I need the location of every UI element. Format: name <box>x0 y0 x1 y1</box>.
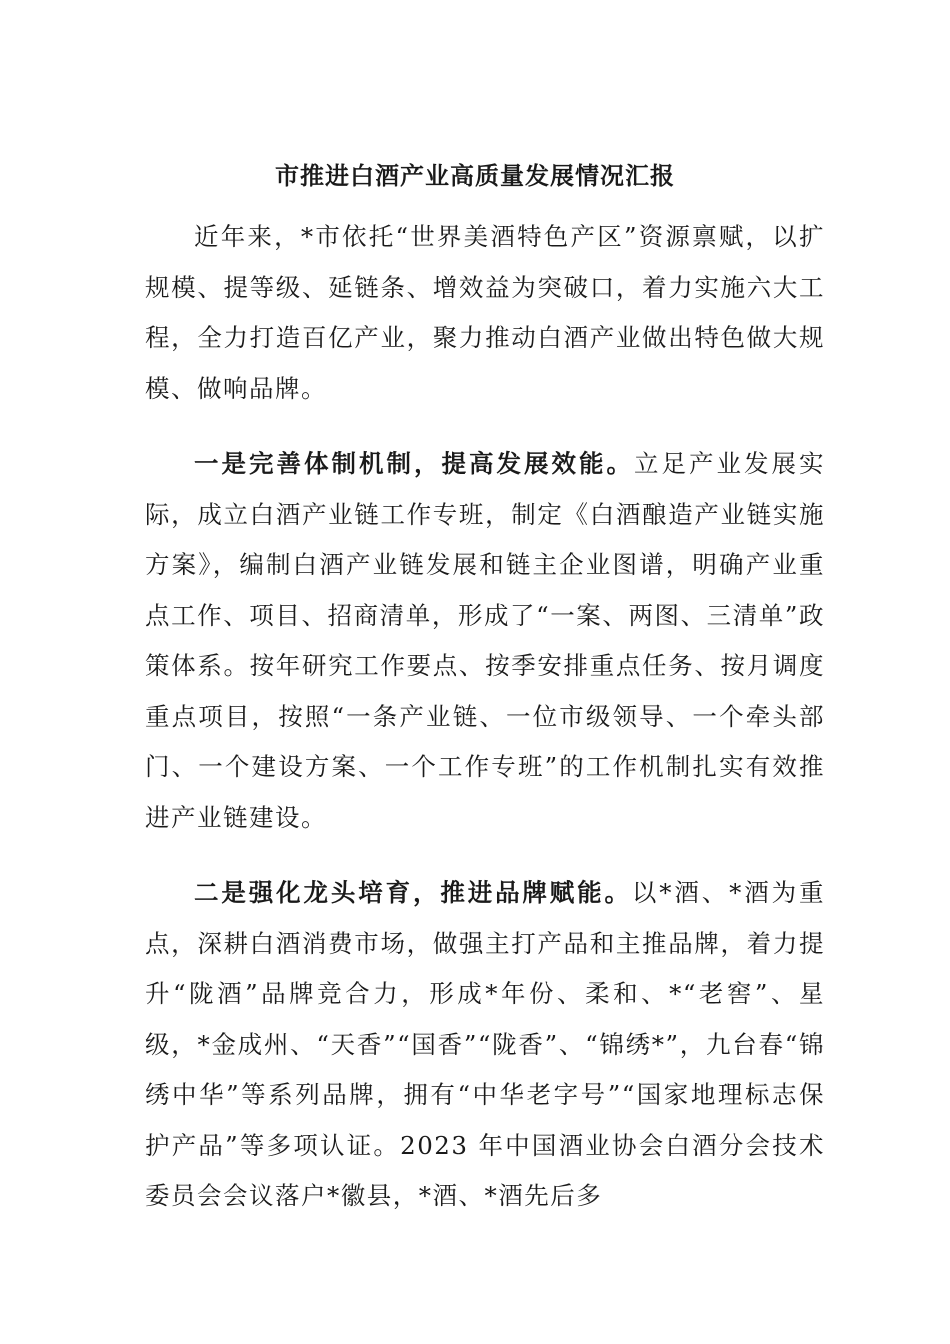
intro-paragraph: 近年来，*市依托“世界美酒特色产区”资源禀赋，以扩规模、提等级、延链条、增效益为突破口，着力实施六大工程，全力打造百亿产业，聚力推动白酒产业做出特色做大规模、做响品牌。 <box>145 222 825 403</box>
section-1-lead: 一是完善体制机制，提高发展效能。 <box>194 449 634 478</box>
section-2-text: 以*酒、*酒为重点，深耕白酒消费市场，做强主打产品和主推品牌，着力提升“陇酒”品牌竞合力，形成*年份、柔和、*“老窖”、星级，*金成州、“天香”“国香”“陇香”、“锦绣*”，九台春“锦绣中华”等系列品牌，拥有“中华老字号”“国家地理标志保护产品”等多项认证。2023 年中国酒业协会白酒分会技术委员会会议落户*徽县，*酒、*酒先后多 <box>145 878 826 1210</box>
section-paragraph-2 <box>145 868 825 1222</box>
section-1-text: 立足产业发展实际，成立白酒产业链工作专班，制定《白酒酿造产业链实施方案》，编制白酒产业链发展和链主企业图谱，明确产业重点工作、项目、招商清单，形成了“一案、两图、三清单”政策体系。按年研究工作要点、按季安排重点任务、按月调度重点项目，按照“一条产业链、一位市级领导、一个牵头部门、一个建设方案、一个工作专班”的工作机制扎实有效推进产业链建设。 <box>145 449 825 832</box>
document-body <box>145 212 825 1222</box>
document-title: 市推进白酒产业高质量发展情况汇报 <box>275 161 675 190</box>
section-paragraph-1 <box>145 439 825 843</box>
section-2-lead: 二是强化龙头培育，推进品牌赋能。 <box>194 878 632 907</box>
